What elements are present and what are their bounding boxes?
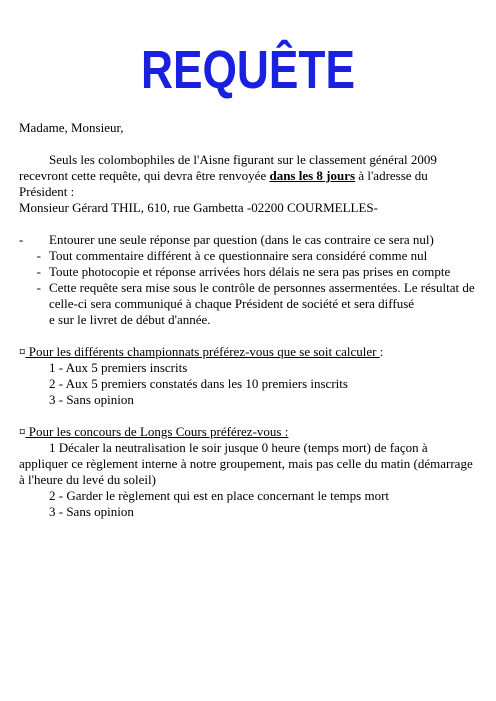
- intro-text-2: à l'adresse du Président :: [19, 168, 428, 199]
- rule-text: Cette requête sera mise sous le contrôle de personnes assermentées. Le résultat de celle-ci sera communiqué à chaque Président de société et sera diffusé: [49, 280, 475, 311]
- question-2-heading: [19, 424, 477, 440]
- rule-item: [19, 248, 477, 264]
- question-1-heading: [19, 344, 477, 360]
- rule-text: Toute photocopie et réponse arrivées hors délais ne sera pas prises en compte: [49, 264, 451, 279]
- rule-bullet: -: [36, 280, 41, 295]
- rule-item: [19, 232, 477, 248]
- question-1-option[interactable]: 2 - Aux 5 premiers constatés dans les 10 premiers inscrits: [49, 376, 348, 391]
- rule-bullet: -: [36, 264, 41, 279]
- rule-bullet: [19, 312, 49, 328]
- president-address: Monsieur Gérard THIL, 610, rue Gambetta -02200 COURMELLES-: [19, 200, 378, 215]
- rule-item: [19, 264, 477, 280]
- rule-item: [19, 280, 477, 312]
- question-2-option[interactable]: 3 - Sans opinion: [49, 504, 134, 519]
- question-1-label: Pour les différents championnats préférez-vous que se soit calculer: [25, 344, 380, 359]
- question-1-option[interactable]: 3 - Sans opinion: [49, 392, 134, 407]
- rule-text: e sur le livret de début d'année.: [49, 312, 211, 327]
- question-2-option[interactable]: 1 Décaler la neutralisation le soir jusque 0 heure (temps mort) de façon à appliquer ce règlement interne à notre groupement, mais pas celle du matin (démarrage à l'heure du levé du soleil): [19, 440, 473, 487]
- deadline-text: dans les 8 jours: [269, 168, 356, 183]
- page-title: REQUÊTE: [140, 40, 356, 100]
- rule-text: Tout commentaire différent à ce questionnaire sera considéré comme nul: [49, 248, 428, 263]
- rule-text: Entourer une seule réponse par question (dans le cas contraire ce sera nul): [49, 232, 434, 247]
- salutation: Madame, Monsieur,: [19, 120, 124, 135]
- question-1-colon: :: [379, 344, 384, 359]
- question-marker: ¤: [19, 344, 26, 359]
- intro-paragraph: [19, 152, 477, 200]
- question-1-option[interactable]: 1 - Aux 5 premiers inscrits: [49, 360, 188, 375]
- question-2-label: Pour les concours de Longs Cours préférez-vous :: [25, 424, 289, 439]
- intro-text-1: Seuls les colombophiles de l'Aisne figurant sur le classement général 2009 recevront cette requête, qui devra être renvoyée: [19, 152, 437, 183]
- rule-item: [19, 312, 477, 328]
- question-2-option[interactable]: 2 - Garder le règlement qui est en place concernant le temps mort: [49, 488, 390, 503]
- question-marker: ¤: [19, 424, 26, 439]
- document-body: [19, 120, 477, 520]
- rule-bullet: -: [19, 232, 24, 247]
- rule-bullet: -: [36, 248, 41, 263]
